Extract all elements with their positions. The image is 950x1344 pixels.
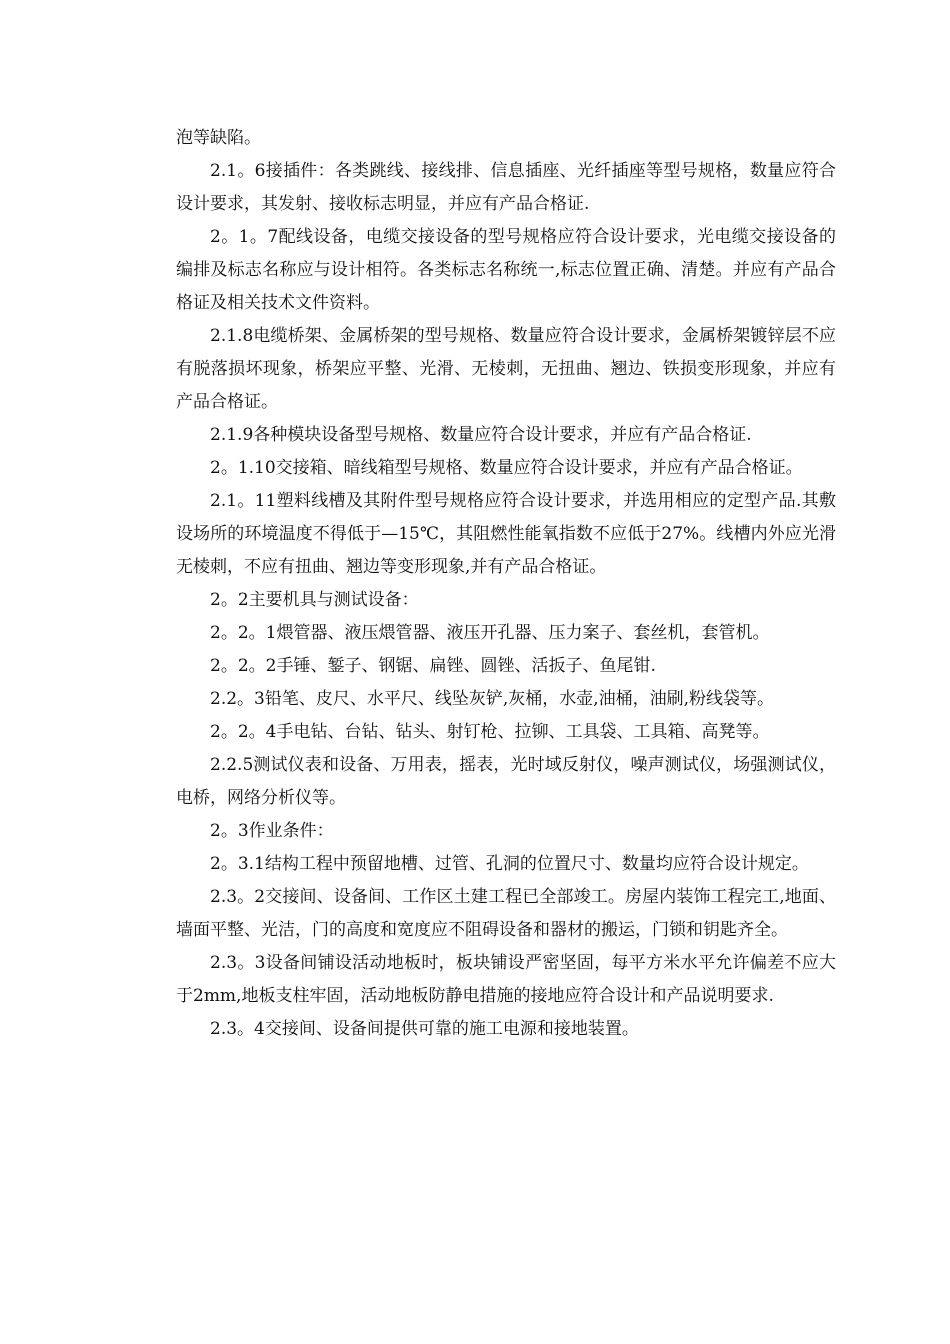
document-body xyxy=(176,122,836,1046)
paragraph-2-1-11: 2.1。11塑料线槽及其附件型号规格应符合设计要求，并选用相应的定型产品.其敷设场所的环境温度不得低于—15℃，其阻燃性能氧指数不应低于27%。线槽内外应光滑无棱刺，不应有扭曲、翘边等变形现象,并有产品合格证。 xyxy=(176,491,836,577)
section-heading-2-3: 2。3作业条件： xyxy=(210,821,334,841)
paragraph-2-1-9: 2.1.9各种模块设备型号规格、数量应符合设计要求，并应有产品合格证. xyxy=(210,425,752,445)
paragraph-2-1-8: 2.1.8电缆桥架、金属桥架的型号规格、数量应符合设计要求，金属桥架镀锌层不应有脱落损坏现象，桥架应平整、光滑、无棱刺，无扭曲、翘边、铁损变形现象，并应有产品合格证。 xyxy=(176,326,836,412)
paragraph-2-1-10: 2。1.10交接箱、暗线箱型号规格、数量应符合设计要求，并应有产品合格证。 xyxy=(210,458,803,478)
paragraph-2-1-6: 2.1。6接插件：各类跳线、接线排、信息插座、光纤插座等型号规格，数量应符合设计要求，其发射、接收标志明显，并应有产品合格证. xyxy=(176,161,836,214)
paragraph-2-2-4: 2。2。4手电钻、台钻、钻头、射钉枪、拉铆、工具袋、工具箱、高凳等。 xyxy=(210,722,770,742)
paragraph-2-3-4: 2.3。4交接间、设备间提供可靠的施工电源和接地装置。 xyxy=(210,1019,639,1039)
section-heading-2-2: 2。2主要机具与测试设备： xyxy=(210,590,419,610)
paragraph-2-2-2: 2。2。2手锤、錾子、钢锯、扁锉、圆锉、活扳子、鱼尾钳. xyxy=(210,656,656,676)
paragraph-2-2-5: 2.2.5测试仪表和设备、万用表，摇表，光时域反射仪，噪声测试仪，场强测试仪，电桥，网络分析仪等。 xyxy=(176,755,836,808)
paragraph-2-1-7: 2。1。7配线设备，电缆交接设备的型号规格应符合设计要求，光电缆交接设备的编排及标志名称应与设计相符。各类标志名称统一,标志位置正确、清楚。并应有产品合格证及相关技术文件资料。 xyxy=(176,227,836,313)
paragraph-2-3-2: 2.3。2交接间、设备间、工作区土建工程已全部竣工。房屋内装饰工程完工,地面、墙面平整、光洁，门的高度和宽度应不阻碍设备和器材的搬运，门锁和钥匙齐全。 xyxy=(176,887,836,940)
paragraph-2-2-1: 2。2。1煨管器、液压煨管器、液压开孔器、压力案子、套丝机，套管机。 xyxy=(210,623,770,643)
paragraph-2-2-3: 2.2。3铅笔、皮尺、水平尺、线坠灰铲,灰桶，水壶,油桶，油刷,粉线袋等。 xyxy=(210,689,775,709)
paragraph-2-3-3: 2.3。3设备间铺设活动地板时，板块铺设严密坚固，每平方米水平允许偏差不应大于2mm,地板支柱牢固，活动地板防静电措施的接地应符合设计和产品说明要求. xyxy=(176,953,836,1006)
paragraph-continuation: 泡等缺陷。 xyxy=(176,128,261,148)
paragraph-2-3-1: 2。3.1结构工程中预留地槽、过管、孔洞的位置尺寸、数量均应符合设计规定。 xyxy=(210,854,809,874)
